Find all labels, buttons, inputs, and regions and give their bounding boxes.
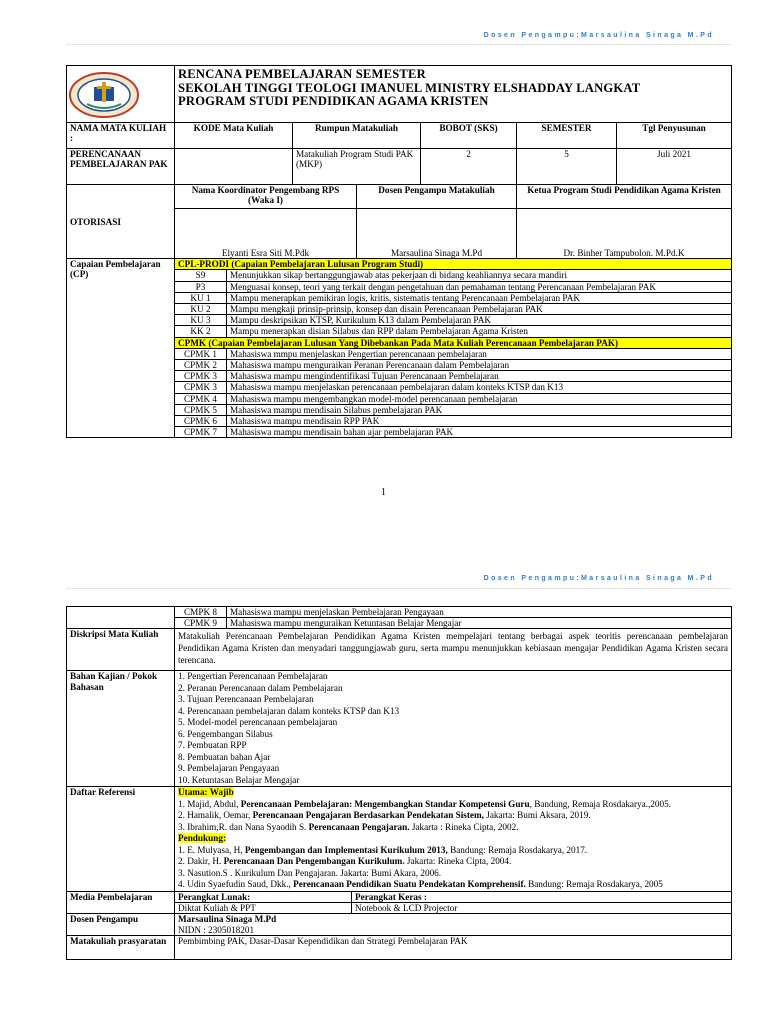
lecturer-title: Dosen Pengampu Matakuliah <box>357 185 517 209</box>
course-name: PERENCANAAN PEMBELAJARAN PAK <box>67 149 175 185</box>
reference-publisher: Jakarta : Rineka Cipta, 2002. <box>409 821 519 832</box>
topics-label: Bahan Kajian / Pokok Bahasan <box>67 671 175 787</box>
lecturer-label: Dosen Pengampu <box>67 914 175 935</box>
reference-item <box>178 856 728 868</box>
cpl-code: KU 1 <box>175 292 227 303</box>
reference-author: Hamalik, Oemar, <box>187 810 253 821</box>
reference-title: Perencanaan Pendidikan Suatu Pendekatan Komprehensif. <box>293 879 526 890</box>
cpmk-text: Mahasiswa mampu menjelaskan Pembelajaran Pengayaan <box>227 607 732 618</box>
reference-title: Perencanaan Pengajaran. <box>308 821 410 832</box>
cpmk-code: CPMK 2 <box>175 360 227 371</box>
reference-item <box>178 822 728 834</box>
head-name: Dr. Binher Tampubolon. M.Pd.K <box>517 209 732 259</box>
reference-title: Pengembangan dan Implementasi Kurikulum 2013, <box>244 844 448 855</box>
head-title: Ketua Program Studi Pendidikan Agama Kristen <box>517 185 732 209</box>
blank-label-cell <box>67 607 175 629</box>
reference-number: 2. <box>178 856 185 867</box>
cpl-text: Mampu mengkaji prinsip-prinsip, konsep dan disain Perencanaan Pembelajaran PAK <box>227 304 732 315</box>
reference-author: Majid, Abdul, <box>187 798 241 809</box>
header-rule <box>66 588 731 589</box>
cpmk-text: Mahasiswa mampu menguraikan Ketuntasan Belajar Mengajar <box>227 618 732 629</box>
list-item: 5. Model-model perencanaan pembelajaran <box>178 717 338 728</box>
course-date: Juli 2021 <box>617 149 732 185</box>
software-label: Perangkat Lunak: <box>175 891 352 902</box>
cpmk-code: CPMK 4 <box>175 393 227 404</box>
reference-title: Perencanaan Pembelajaran: Mengembangkan Standar Kompetensi Guru <box>240 798 530 809</box>
list-item: 3. Tujuan Perencanaan Pembelajaran <box>178 694 314 705</box>
cpmk-header: CPMK (Capaian Pembelajaran Lulusan Yang Dibebankan Pada Mata Kuliah Perencanaan Pembelajaran PAK) <box>175 337 732 348</box>
reference-author: E. Mulyasa, H, <box>187 844 245 855</box>
rps-table-page-2 <box>66 606 732 960</box>
media-label: Media Pembelajaran <box>67 891 175 913</box>
cpmk-code: CPMK 7 <box>175 427 227 438</box>
software-value: Diktat Kuliah & PPT <box>175 903 352 914</box>
reference-number: 4. <box>178 879 185 890</box>
cp-label: Capaian Pembelajaran (CP) <box>67 259 175 438</box>
coordinator-name: Elyanti Esra Siti M.Pdk <box>175 209 357 259</box>
hardware-label: Perangkat Keras : <box>352 891 732 902</box>
reference-publisher: , Bandung, Remaja Rosdakarya.,2005. <box>529 798 671 809</box>
header-weight: BOBOT (SKS) <box>421 123 517 149</box>
lecturer-nidn: NIDN : 2305018201 <box>178 924 255 935</box>
list-item: 7. Pembuatan RPP <box>178 740 247 751</box>
description-label: Diskripsi Mata Kuliah <box>67 629 175 671</box>
course-semester: 5 <box>517 149 617 185</box>
references-label: Daftar Referensi <box>67 787 175 892</box>
reference-author: Nasution.S . Kurikulum Dan Pengajaran. Jakarta: Bumi Akara, 2006. <box>187 867 442 878</box>
main-references-label: Utama: Wajib <box>178 787 234 798</box>
cpl-code: KU 2 <box>175 304 227 315</box>
reference-item <box>178 868 728 880</box>
header-rule <box>66 44 731 45</box>
cpl-code: KK 2 <box>175 326 227 337</box>
reference-publisher: Bandung: Remaja Rosdakarya, 2005 <box>525 879 663 890</box>
cpl-header: CPL-PRODI (Capaian Pembelajaran Lulusan Program Studi) <box>175 259 732 270</box>
reference-publisher: Jakarta: Rineka Cipta, 2004. <box>404 856 512 867</box>
reference-number: 2. <box>178 810 185 821</box>
logo-cell <box>67 66 175 123</box>
header-date: Tgl Penyusunan <box>617 123 732 149</box>
lecturer-name: Marsaulina Sinaga M.Pd <box>357 209 517 259</box>
lecturer-header-text: Dosen Pengampu:Marsaulina Sinaga M.Pd <box>483 575 714 582</box>
cpmk-text: Mahasiswa mampu mengembangkan model-model perencanaan pembelajaran <box>227 393 732 404</box>
reference-number: 1. <box>178 844 185 855</box>
description-text: Matakuliah Perencanaan Pembelajaran Pendidikan Agama Kristen mempelajari tentang berbagai aspek teoritis perencanaan pembelajaran Pendidikan Agama Kristen dan menyadari tanggungjawab guru, serta mampu menunjukkan kebiasaan mengajar Pendidikan Agama Kristen secara terencana. <box>175 629 732 671</box>
reference-item <box>178 799 728 811</box>
reference-number: 3. <box>178 821 185 832</box>
cpmk-code: CMPK 8 <box>175 607 227 618</box>
topics-list <box>175 671 732 787</box>
rps-table-page-1 <box>66 65 732 438</box>
reference-item <box>178 879 728 891</box>
cpl-text: Menunjukkan sikap bertanggungjawab atas pekerjaan di bidang keahliannya secara mandiri <box>227 270 732 281</box>
prereq-label: Matakuliah prasyaratan <box>67 935 175 959</box>
prereq-text: Pembimbing PAK, Dasar-Dasar Kependidikan dan Strategi Pembelajaran PAK <box>175 935 732 959</box>
reference-number: 1. <box>178 798 185 809</box>
cpmk-text: Mahasiswa mampu mendisain bahan ajar pembelajaran PAK <box>227 427 732 438</box>
cpmk-text: Mahasiswa mampu menjelaskan perencanaan pembelajaran dalam konteks KTSP dan K13 <box>227 382 732 393</box>
course-code <box>175 149 293 185</box>
cpmk-code: CPMK 6 <box>175 416 227 427</box>
reference-publisher: Bandung: Remaja Rosdakarya, 2017. <box>447 844 588 855</box>
reference-publisher: Jakarta: Bumi Aksara, 2019. <box>483 810 591 821</box>
title-block <box>175 66 732 123</box>
page-number: 1 <box>381 487 386 498</box>
cpl-code: S9 <box>175 270 227 281</box>
reference-number: 3. <box>178 867 185 878</box>
list-item: 10. Ketuntasan Belajar Mengajar <box>178 774 300 785</box>
list-item: 8. Pembuatan bahan Ajar <box>178 751 271 762</box>
cpmk-code: CPMK 5 <box>175 404 227 415</box>
reference-item <box>178 845 728 857</box>
reference-author: Ibrahim,R. dan Nana Syaodih S. <box>187 821 309 832</box>
hardware-value: Notebook & LCD Projector <box>352 903 732 914</box>
reference-author: Dakir, H. <box>187 856 224 867</box>
authorization-label: OTORISASI <box>67 185 175 259</box>
cpl-code: KU 3 <box>175 315 227 326</box>
header-semester: SEMESTER <box>517 123 617 149</box>
cpl-text: Menguasai konsep, teori yang terkait dengan pengetahuan dan pemahaman tentang Perencanaan Pembelajaran PAK <box>227 281 732 292</box>
school-seal-logo <box>67 70 141 120</box>
lecturer-block <box>175 914 732 935</box>
cpl-text: Mampu menerapkan disian Silabus dan RPP dalam Pembelajaran Agama Kristen <box>227 326 732 337</box>
cpl-text: Mampu deskripsikan KTSP, Kurikulum K13 dalam Pembelajaran PAK <box>227 315 732 326</box>
list-item: 9. Pembelajaran Pengayaan <box>178 763 280 774</box>
list-item: 1. Pengertian Perencanaan Pembelajaran <box>178 671 328 682</box>
course-cluster: Matakuliah Program Studi PAK (MKP) <box>293 149 421 185</box>
cpmk-text: Mahasiswa mampu menguraikan Peranan Perencanaan dalam Pembelajaran <box>227 360 732 371</box>
cpmk-code: CPMK 9 <box>175 618 227 629</box>
header-course-name: NAMA MATA KULIAH : <box>67 123 175 149</box>
list-item: 4. Perencanaan pembelajaran dalam konteks KTSP dan K13 <box>178 705 400 716</box>
coordinator-title: Nama Koordinator Pengembang RPS (Waka I) <box>175 185 357 209</box>
cpmk-text: Mahasiswa mampu mengindentifikasi Tujuan Perencanaan Pembelajaran <box>227 371 732 382</box>
title-line-2: SEKOLAH TINGGI TEOLOGI IMANUEL MINISTRY ELSHADDAY LANGKAT <box>178 80 641 95</box>
cpmk-code: CPMK 3 <box>175 371 227 382</box>
reference-title: Perencanaan Pengajaran Berdasarkan Pendekatan Sistem, <box>252 810 484 821</box>
lecturer-header-text: Dosen Pengampu:Marsaulina Sinaga M.Pd <box>483 32 714 39</box>
reference-title: Perencanaan Dan Pengembangan Kurikulum. <box>223 856 405 867</box>
cpl-text: Mampu menerapkan pemikiran logis, kritis, sistematis tentang Perencanaan Pembelajaran PAK <box>227 292 732 303</box>
cpmk-text: Mahasiswa mampu mendisain Silabus pembelajaran PAK <box>227 404 732 415</box>
reference-item <box>178 810 728 822</box>
header-code: KODE Mata Kuliah <box>175 123 293 149</box>
title-line-1: RENCANA PEMBELAJARAN SEMESTER <box>178 67 426 81</box>
cpl-code: P3 <box>175 281 227 292</box>
cpmk-text: Mahasiswa mampu mendisain RPP PAK <box>227 416 732 427</box>
cpmk-text: Mahasiswa mmpu menjelaskan Pengertian perencanaan pembelajaran <box>227 348 732 359</box>
cpmk-code: CPMK 1 <box>175 348 227 359</box>
course-weight: 2 <box>421 149 517 185</box>
header-cluster: Rumpun Matakuliah <box>293 123 421 149</box>
list-item: 2. Peranan Perencanaan dalam Pembelajaran <box>178 682 343 693</box>
reference-author: Udin Syaefudin Saud, Dkk., <box>187 879 294 890</box>
cpmk-code: CPMK 3 <box>175 382 227 393</box>
list-item: 6. Pengembangan Silabus <box>178 728 273 739</box>
support-references-label: Pendukung: <box>178 833 227 844</box>
references-block <box>175 787 732 892</box>
lecturer-name: Marsaulina Sinaga M.Pd <box>178 914 277 925</box>
title-line-3: PROGRAM STUDI PENDIDIKAN AGAMA KRISTEN <box>178 94 489 109</box>
